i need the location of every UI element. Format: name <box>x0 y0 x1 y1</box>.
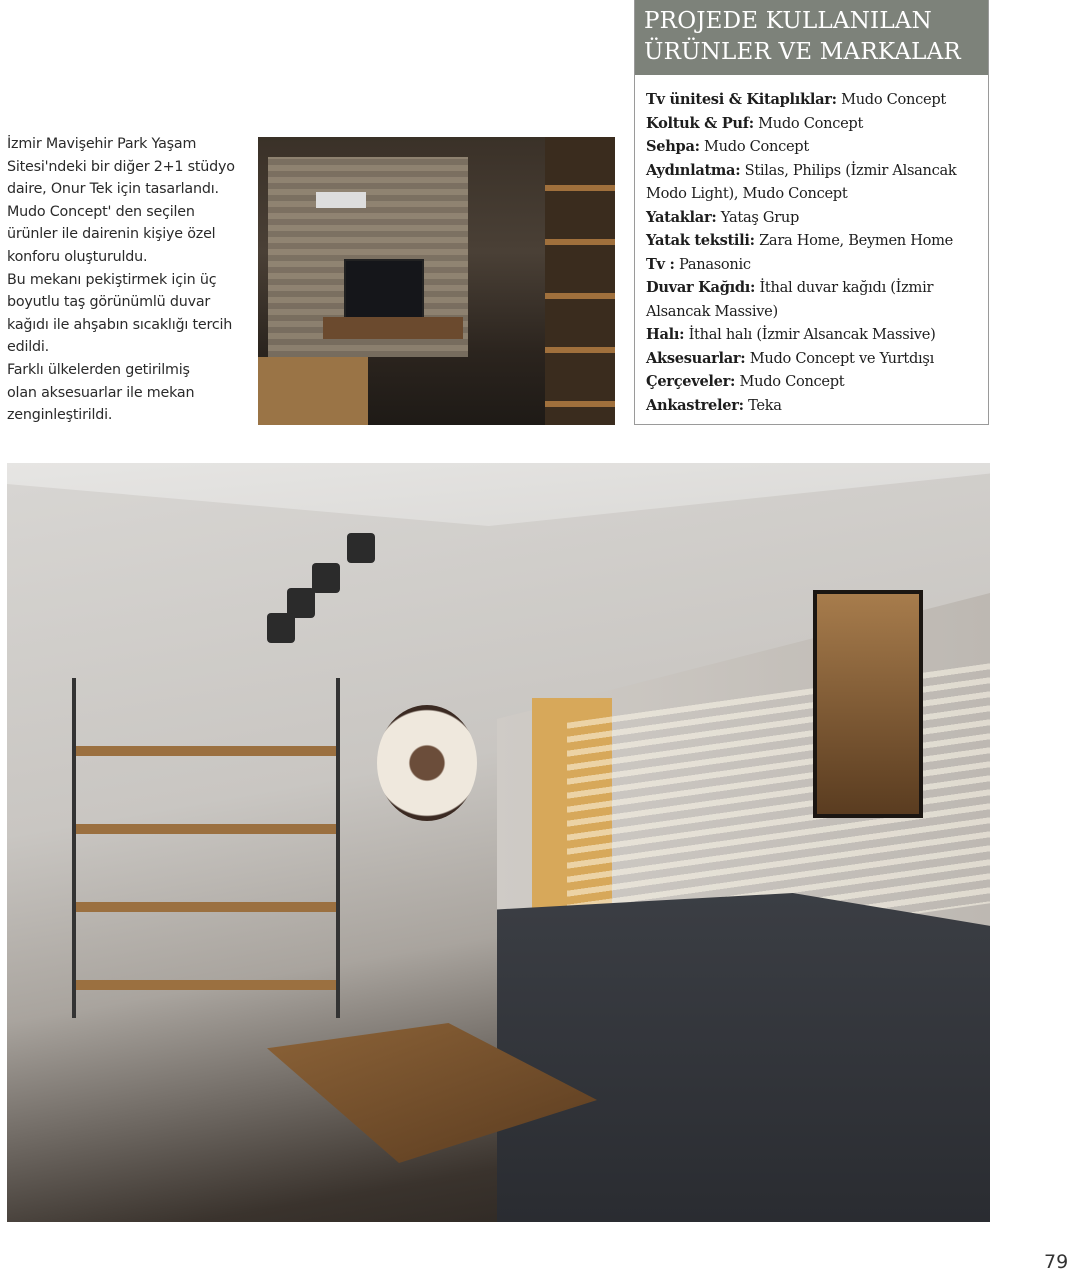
living-room-tv-photo <box>258 137 615 425</box>
item-label: Tv ünitesi & Kitaplıklar: <box>646 91 837 108</box>
list-item <box>646 253 978 277</box>
item-value: Mudo Concept <box>704 138 809 155</box>
intro-line: zenginleştirildi. <box>7 407 113 424</box>
new-york-poster <box>813 590 923 818</box>
item-value: Mudo Concept ve Yurtdışı <box>749 349 934 367</box>
item-label: Aydınlatma: <box>646 161 741 179</box>
products-brands-box <box>634 0 989 425</box>
item-value: Teka <box>748 396 782 414</box>
intro-line: Mudo Concept' den seçilen <box>7 203 195 220</box>
intro-line: edildi. <box>7 339 50 356</box>
item-label: Ankastreler: <box>646 396 744 414</box>
list-item <box>646 276 978 323</box>
intro-line: daire, Onur Tek için tasarlandı. <box>7 181 219 198</box>
item-label: Sehpa: <box>646 138 700 155</box>
list-item <box>646 88 978 112</box>
living-room-sofa-photo <box>7 463 990 1222</box>
item-value: Panasonic <box>678 255 751 273</box>
item-value: Mudo Concept <box>739 373 845 390</box>
page-number: 79 <box>1044 1251 1069 1273</box>
bookshelf <box>545 137 615 425</box>
item-label: Çerçeveler: <box>646 373 736 390</box>
list-item <box>646 159 978 206</box>
item-value: Mudo Concept <box>841 91 946 108</box>
intro-line: kağıdı ile ahşabın sıcaklığı tercih <box>7 316 233 333</box>
intro-line: Sitesi'ndeki bir diğer 2+1 stüdyo <box>7 158 235 175</box>
item-value: Yataş Grup <box>720 208 800 226</box>
television <box>344 259 424 325</box>
intro-line: İzmir Mavişehir Park Yaşam <box>7 136 197 152</box>
intro-line: olan aksesuarlar ile mekan <box>7 384 195 401</box>
item-label: Halı: <box>646 326 685 343</box>
item-label: Koltuk & Puf: <box>646 114 754 132</box>
item-label: Yatak tekstili: <box>646 232 755 249</box>
item-value: Mudo Concept <box>758 114 864 132</box>
list-item <box>646 229 978 253</box>
list-item <box>646 135 978 159</box>
box-title-line: PROJEDE KULLANILAN <box>644 8 932 34</box>
item-value: İthal halı (İzmir Alsancak Massive) <box>688 326 936 343</box>
air-conditioner <box>316 192 366 208</box>
box-title <box>635 0 988 75</box>
bookshelf <box>72 678 340 1018</box>
list-item <box>646 112 978 136</box>
wall-clock <box>377 705 477 821</box>
list-item <box>646 370 978 394</box>
intro-line: konforu oluşturuldu. <box>7 248 148 265</box>
item-value: Zara Home, Beymen Home <box>759 232 954 249</box>
list-item <box>646 323 978 347</box>
item-label: Duvar Kağıdı: <box>646 279 756 296</box>
item-label: Aksesuarlar: <box>646 349 746 367</box>
intro-line: boyutlu taş görünümlü duvar <box>7 294 211 311</box>
intro-line: Farklı ülkelerden getirilmiş <box>7 361 190 378</box>
item-label: Tv : <box>646 255 675 273</box>
box-title-line: ÜRÜNLER VE MARKALAR <box>644 39 961 65</box>
item-value: Stilas, Philips (İzmir Alsancak Modo Light), Mudo Concept <box>646 161 957 202</box>
list-item <box>646 206 978 230</box>
intro-line: ürünler ile dairenin kişiye özel <box>7 226 216 243</box>
sofa <box>497 893 990 1222</box>
intro-text <box>7 133 247 427</box>
item-value: İthal duvar kağıdı (İzmir Alsancak Massive) <box>646 279 934 320</box>
list-item <box>646 394 978 418</box>
item-label: Yataklar: <box>646 208 717 226</box>
tv-unit <box>323 317 463 339</box>
products-list <box>635 75 978 417</box>
coffee-table <box>258 357 368 425</box>
intro-line: Bu mekanı pekiştirmek için üç <box>7 271 217 288</box>
track-lights <box>267 493 397 643</box>
list-item <box>646 347 978 371</box>
